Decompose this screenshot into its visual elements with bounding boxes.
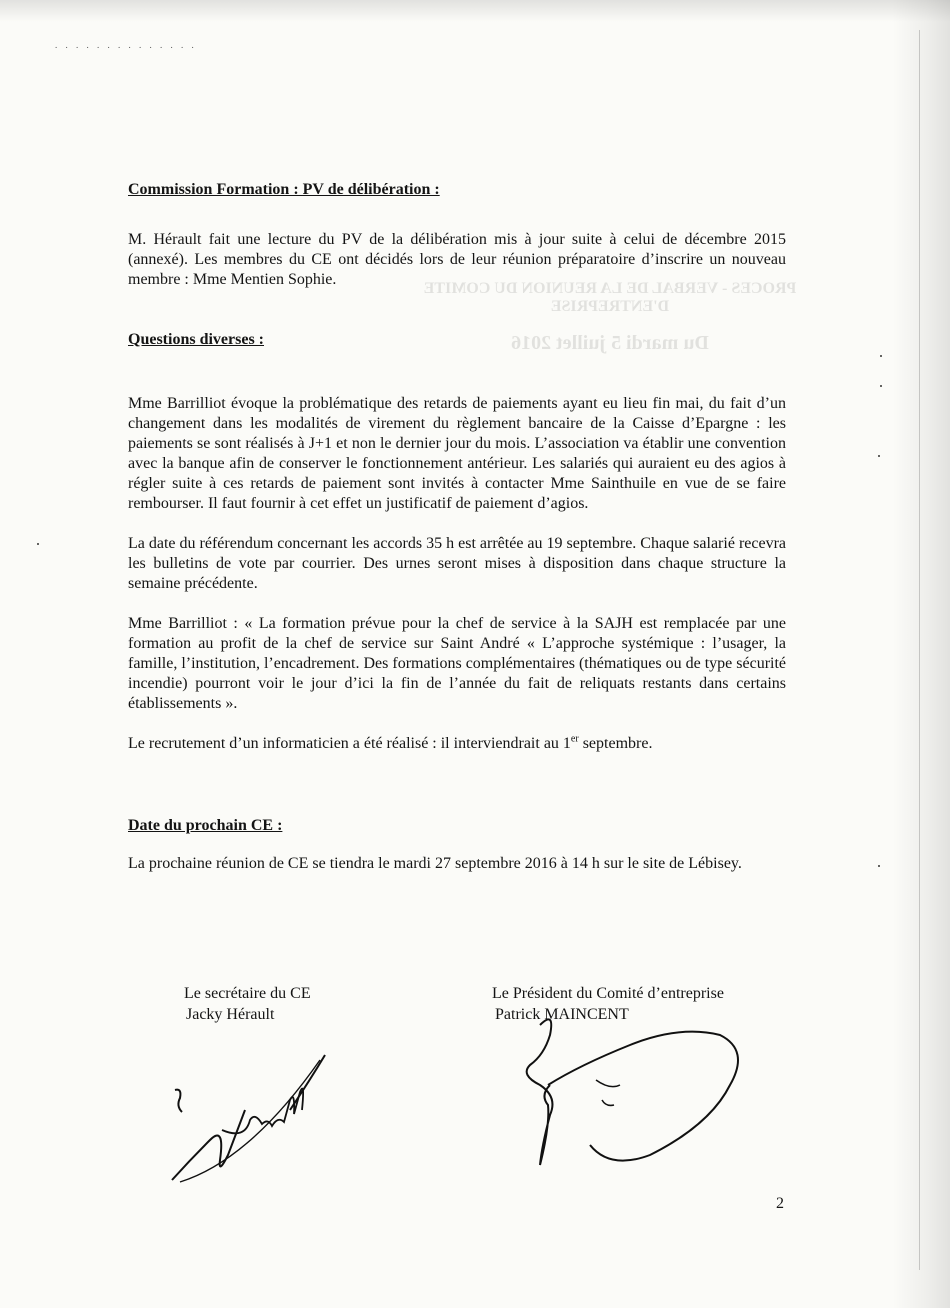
questions-paragraph-formation: Mme Barrilliot : « La formation prévue pour la chef de service à la SAJH est remplacée par une formation au profit de la chef de service sur Saint André « L’approche systémique : l’usager, la famille, l’institution, l’encadrement. Des formations complémentaires (thématiques ou de type sécurité incendie) pourront voir le jour d’ici la fin de l’année du fait de reliquats restants dans certains établissements ».	[128, 615, 787, 712]
questions-heading: Questions diverses :	[128, 331, 264, 348]
scan-speck	[37, 543, 39, 545]
document-body	[128, 180, 786, 874]
questions-paragraph-referendum: La date du référendum concernant les accords 35 h est arrêtée au 19 septembre. Chaque salarié recevra les bulletins de vote par courrier. Des urnes seront mises à disposition dans chaque structure la semaine précédente.	[128, 535, 786, 592]
recruitment-superscript: er	[570, 733, 579, 745]
recruitment-text: Le recrutement d’un informaticien a été réalisé : il interviendrait au 1	[128, 735, 571, 752]
page-number: 2	[776, 1195, 784, 1212]
scan-top-shadow	[0, 0, 950, 22]
secretary-title: Le secrétaire du CE	[184, 985, 311, 1002]
scan-speck	[878, 865, 880, 867]
scan-speck	[880, 355, 882, 357]
scan-top-marks: . . . . . . . . . . . . . .	[55, 40, 197, 50]
signature-block-secretary	[184, 983, 311, 1025]
next-ce-paragraph: La prochaine réunion de CE se tiendra le mardi 27 septembre 2016 à 14 h sur le site de Lébisey.	[128, 855, 742, 872]
formation-paragraph: M. Hérault fait une lecture du PV de la délibération mis à jour suite à celui de décembre 2015 (annexé). Les membres du CE ont décidés lors de leur réunion préparatoire d’inscrire un nouveau membre : Mme Mentien Sophie.	[128, 231, 786, 288]
questions-paragraph-agios: Mme Barrilliot évoque la problématique des retards de paiements ayant eu lieu fin mai, du fait d’un changement dans les modalités de virement du règlement bancaire de la Caisse d’Epargne : les paiements se sont réalisés à J+1 et non le dernier jour du mois. L’association va établir une convention avec la banque afin de conserver le fonctionnement antérieur. Les salariés qui auraient eu des agios à régler suite à ces retards de paiement sont invités à contacter Mme Sainthuile en vue de se faire rembourser. Il faut fournir à cet effet un justificatif de paiement d’agios.	[128, 395, 786, 512]
secretary-signature	[150, 1040, 350, 1190]
bleed-through-title: PROCES - VERBAL DE LA REUNION DU COMITE D'ENTREPRISE	[423, 280, 797, 315]
formation-heading: Commission Formation : PV de délibération :	[128, 181, 440, 198]
questions-paragraph-recruitment	[128, 734, 786, 754]
president-name: Patrick MAINCENT	[495, 1006, 629, 1023]
president-title: Le Président du Comité d’entreprise	[492, 985, 724, 1002]
recruitment-end: septembre.	[578, 735, 653, 752]
bleed-through-date: Du mardi 5 juillet 2016	[511, 332, 709, 354]
page-fold-line	[919, 30, 920, 1270]
secretary-name: Jacky Hérault	[186, 1006, 275, 1023]
scan-speck	[878, 455, 880, 457]
scan-speck	[880, 385, 882, 387]
page-fold-edge	[892, 0, 950, 1308]
president-signature	[510, 1005, 750, 1175]
next-ce-heading: Date du prochain CE :	[128, 817, 283, 834]
